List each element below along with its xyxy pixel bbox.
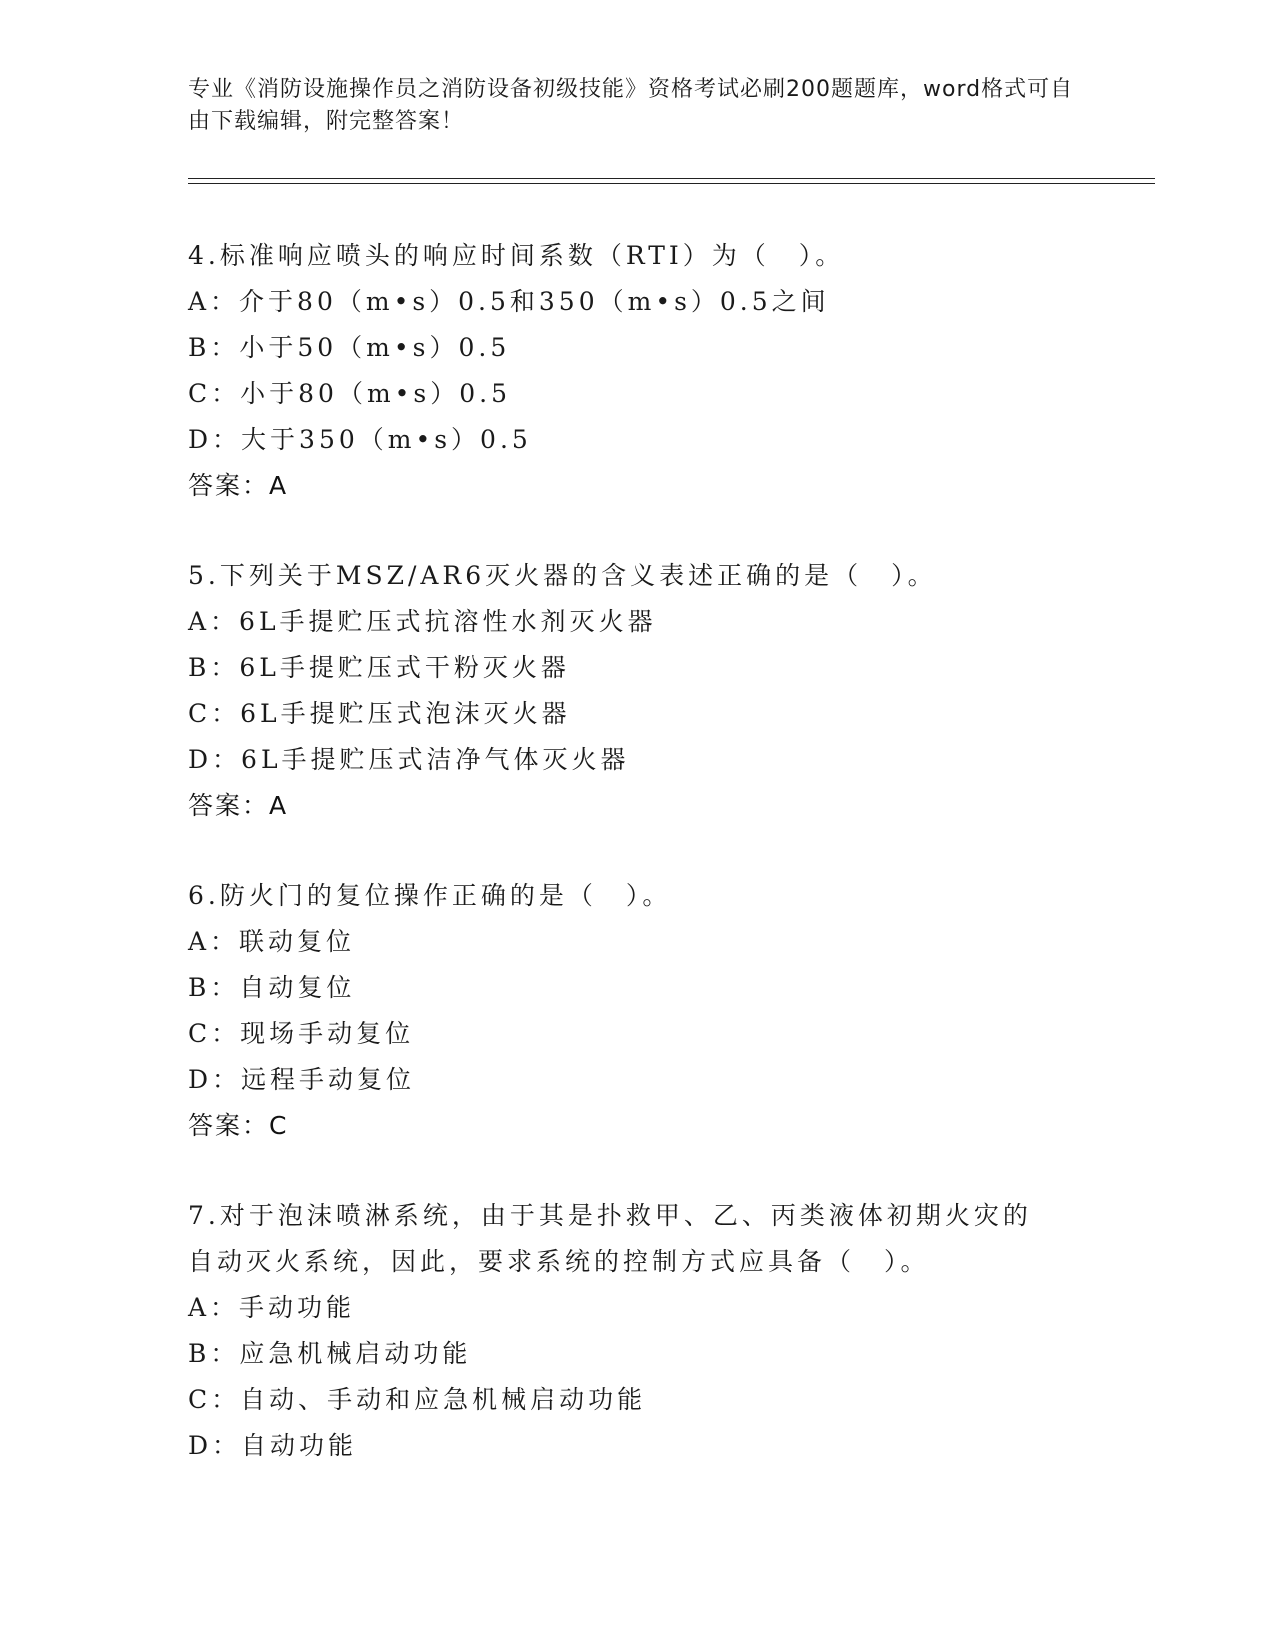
- question-4: [188, 233, 1108, 509]
- option-c: C：6L手提贮压式泡沫灭火器: [188, 699, 571, 728]
- answer-label: 答案：A: [188, 791, 289, 820]
- question-stem: 5.下列关于MSZ/AR6灭火器的含义表述正确的是（ ）。: [188, 561, 937, 590]
- question-list: [188, 233, 1108, 1513]
- option-c: C：自动、手动和应急机械启动功能: [188, 1385, 647, 1414]
- option-a: A：6L手提贮压式抗溶性水剂灭火器: [188, 607, 657, 636]
- option-d: D：大于350（m•s）0.5: [188, 425, 532, 454]
- option-d: D：远程手动复位: [188, 1065, 416, 1094]
- answer-label: 答案：C: [188, 1111, 289, 1140]
- header-divider-top: [188, 178, 1155, 179]
- question-6: [188, 873, 1108, 1149]
- option-a: A：手动功能: [188, 1293, 356, 1322]
- option-b: B：小于50（m•s）0.5: [188, 333, 511, 362]
- option-d: D：自动功能: [188, 1431, 358, 1460]
- option-c: C：现场手动复位: [188, 1019, 415, 1048]
- option-b: B：6L手提贮压式干粉灭火器: [188, 653, 570, 682]
- option-c: C：小于80（m•s）0.5: [188, 379, 511, 408]
- question-7: [188, 1193, 1108, 1469]
- option-b: B：自动复位: [188, 973, 356, 1002]
- option-a: A：介于80（m•s）0.5和350（m•s）0.5之间: [188, 287, 830, 316]
- question-stem: 7.对于泡沫喷淋系统，由于其是扑救甲、乙、丙类液体初期火灾的自动灭火系统，因此，要求系统的控制方式应具备（ ）。: [188, 1201, 1032, 1276]
- question-stem: 6.防火门的复位操作正确的是（ ）。: [188, 881, 672, 910]
- answer-label: 答案：A: [188, 471, 289, 500]
- option-b: B：应急机械启动功能: [188, 1339, 472, 1368]
- option-a: A：联动复位: [188, 927, 356, 956]
- question-stem: 4.标准响应喷头的响应时间系数（RTI）为（ ）。: [188, 241, 845, 270]
- option-d: D：6L手提贮压式洁净气体灭火器: [188, 745, 630, 774]
- header-divider-bottom: [188, 183, 1155, 184]
- question-5: [188, 553, 1108, 829]
- document-header: 专业《消防设施操作员之消防设备初级技能》资格考试必刷200题题库，word格式可自由下载编辑，附完整答案！: [188, 77, 1074, 134]
